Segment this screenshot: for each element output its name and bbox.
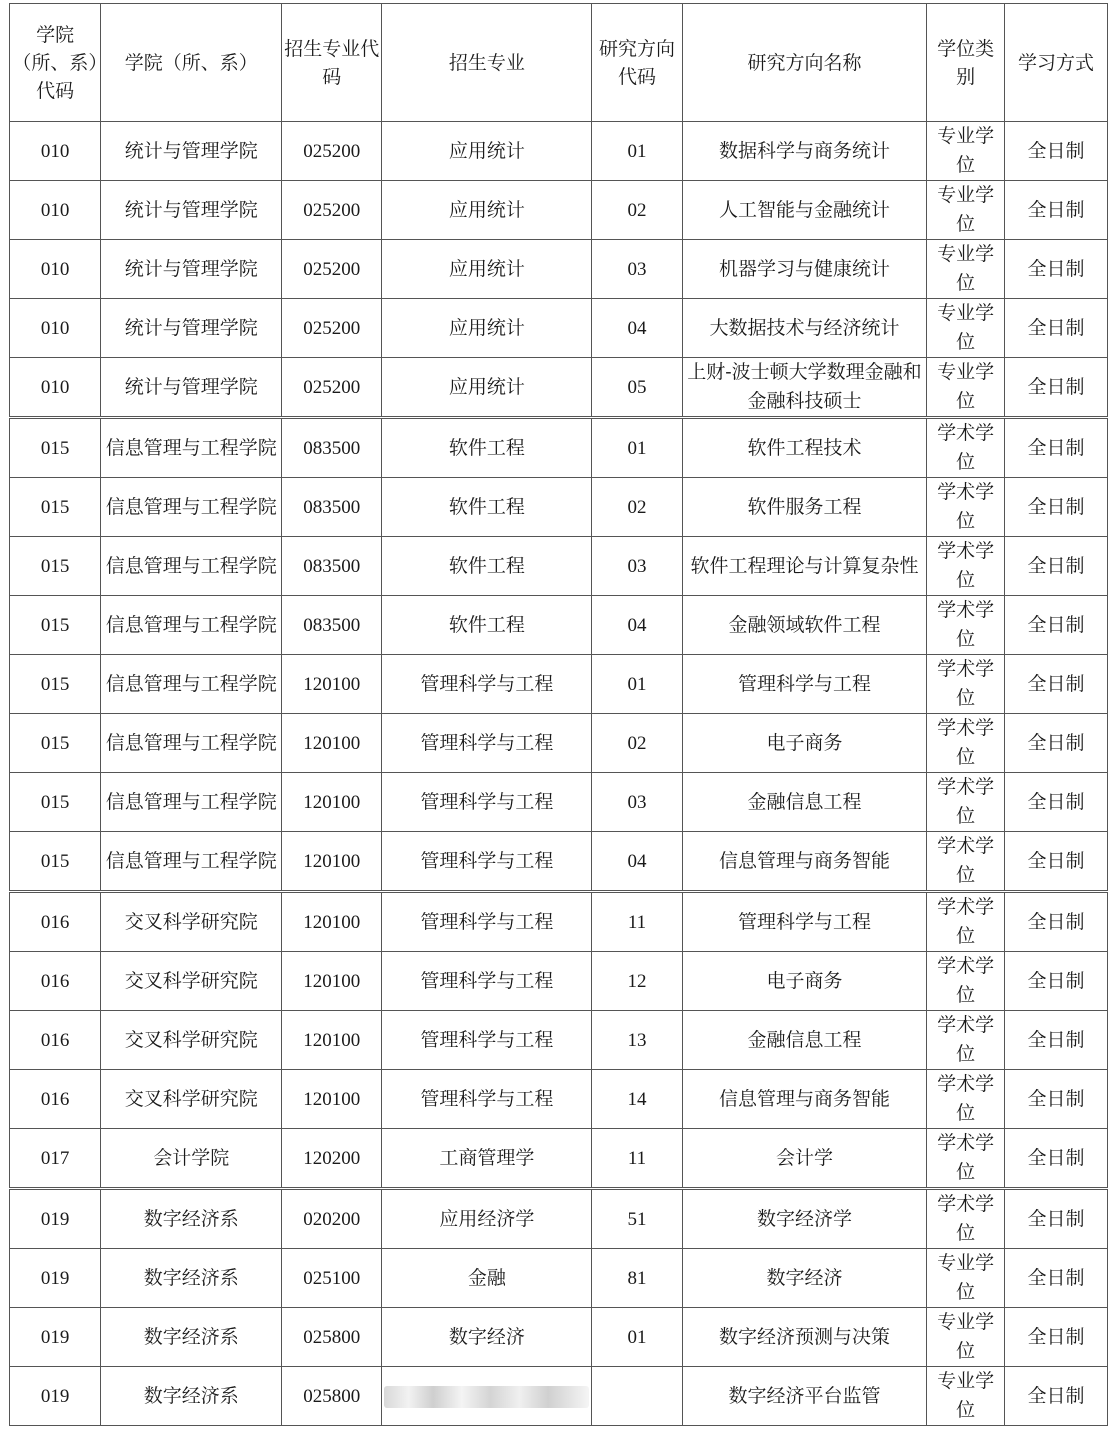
header-study-mode: 学习方式 — [1004, 4, 1107, 122]
dept-name-cell: 信息管理与工程学院 — [101, 773, 282, 832]
dept-code-cell: 019 — [10, 1249, 101, 1308]
dept-code-cell: 010 — [10, 240, 101, 299]
major-code-cell: 083500 — [282, 418, 382, 478]
direction-code-cell: 03 — [592, 537, 682, 596]
direction-name-cell: 大数据技术与经济统计 — [682, 299, 927, 358]
header-degree-type: 学位类别 — [927, 4, 1005, 122]
header-dept: 学院（所、系） — [101, 4, 282, 122]
table-row — [10, 240, 1108, 299]
header-major: 招生专业 — [382, 4, 592, 122]
dept-code-cell: 010 — [10, 122, 101, 181]
direction-name-cell: 软件工程技术 — [682, 418, 927, 478]
direction-name-cell: 数字经济学 — [682, 1189, 927, 1249]
direction-code-cell: 03 — [592, 773, 682, 832]
direction-name-cell: 数据科学与商务统计 — [682, 122, 927, 181]
degree-type-cell: 学术学位 — [927, 832, 1005, 892]
study-mode-cell: 全日制 — [1004, 1011, 1107, 1070]
study-mode-cell: 全日制 — [1004, 1249, 1107, 1308]
direction-code-cell: 14 — [592, 1070, 682, 1129]
major-name-cell: 应用统计 — [382, 240, 592, 299]
table-row — [10, 655, 1108, 714]
major-name-cell: 金融 — [382, 1249, 592, 1308]
table-row — [10, 478, 1108, 537]
study-mode-cell: 全日制 — [1004, 714, 1107, 773]
table-row — [10, 714, 1108, 773]
dept-code-cell: 017 — [10, 1129, 101, 1189]
dept-name-cell: 会计学院 — [101, 1129, 282, 1189]
major-name-cell: 软件工程 — [382, 596, 592, 655]
direction-code-cell: 04 — [592, 596, 682, 655]
major-code-cell: 120200 — [282, 1129, 382, 1189]
table-row — [10, 1189, 1108, 1249]
table-row — [10, 299, 1108, 358]
direction-code-cell: 02 — [592, 181, 682, 240]
table-row — [10, 952, 1108, 1011]
study-mode-cell: 全日制 — [1004, 537, 1107, 596]
major-name-cell: 工商管理学 — [382, 1129, 592, 1189]
direction-code-cell: 04 — [592, 299, 682, 358]
degree-type-cell: 学术学位 — [927, 478, 1005, 537]
dept-name-cell: 交叉科学研究院 — [101, 1011, 282, 1070]
major-code-cell: 025200 — [282, 240, 382, 299]
study-mode-cell: 全日制 — [1004, 358, 1107, 418]
study-mode-cell: 全日制 — [1004, 478, 1107, 537]
table-row — [10, 1249, 1108, 1308]
direction-code-cell: 05 — [592, 358, 682, 418]
dept-code-cell: 015 — [10, 773, 101, 832]
major-name-cell: 应用统计 — [382, 122, 592, 181]
study-mode-cell: 全日制 — [1004, 655, 1107, 714]
direction-name-cell: 会计学 — [682, 1129, 927, 1189]
study-mode-cell: 全日制 — [1004, 952, 1107, 1011]
degree-type-cell: 学术学位 — [927, 1070, 1005, 1129]
direction-name-cell: 信息管理与商务智能 — [682, 1070, 927, 1129]
dept-name-cell: 数字经济系 — [101, 1249, 282, 1308]
direction-code-cell: 11 — [592, 892, 682, 952]
major-name-cell: 应用经济学 — [382, 1189, 592, 1249]
study-mode-cell: 全日制 — [1004, 122, 1107, 181]
major-name-cell: 软件工程 — [382, 537, 592, 596]
direction-code-cell: 03 — [592, 240, 682, 299]
major-name-cell: 管理科学与工程 — [382, 892, 592, 952]
direction-code-cell: 04 — [592, 832, 682, 892]
direction-name-cell: 数字经济预测与决策 — [682, 1308, 927, 1367]
dept-code-cell: 010 — [10, 181, 101, 240]
dept-code-cell: 019 — [10, 1367, 101, 1426]
direction-name-cell: 上财-波士顿大学数理金融和金融科技硕士 — [682, 358, 927, 418]
study-mode-cell: 全日制 — [1004, 299, 1107, 358]
dept-code-cell: 015 — [10, 655, 101, 714]
dept-code-cell: 016 — [10, 952, 101, 1011]
major-name-cell: 应用统计 — [382, 299, 592, 358]
dept-name-cell: 信息管理与工程学院 — [101, 478, 282, 537]
direction-name-cell: 金融信息工程 — [682, 773, 927, 832]
direction-code-cell: 01 — [592, 418, 682, 478]
direction-name-cell: 机器学习与健康统计 — [682, 240, 927, 299]
dept-name-cell: 信息管理与工程学院 — [101, 714, 282, 773]
study-mode-cell: 全日制 — [1004, 181, 1107, 240]
study-mode-cell: 全日制 — [1004, 240, 1107, 299]
table-row — [10, 773, 1108, 832]
degree-type-cell: 学术学位 — [927, 596, 1005, 655]
direction-code-cell: 81 — [592, 1249, 682, 1308]
dept-name-cell: 数字经济系 — [101, 1367, 282, 1426]
degree-type-cell: 专业学位 — [927, 1367, 1005, 1426]
major-name-cell: 管理科学与工程 — [382, 773, 592, 832]
degree-type-cell: 专业学位 — [927, 240, 1005, 299]
degree-type-cell: 学术学位 — [927, 773, 1005, 832]
direction-code-cell: 11 — [592, 1129, 682, 1189]
table-header-row — [10, 4, 1108, 122]
dept-name-cell: 信息管理与工程学院 — [101, 655, 282, 714]
table-row — [10, 418, 1108, 478]
major-name-cell: 管理科学与工程 — [382, 1011, 592, 1070]
major-name-cell: 管理科学与工程 — [382, 952, 592, 1011]
major-code-cell: 025100 — [282, 1249, 382, 1308]
degree-type-cell: 专业学位 — [927, 1308, 1005, 1367]
degree-type-cell: 专业学位 — [927, 299, 1005, 358]
study-mode-cell: 全日制 — [1004, 1129, 1107, 1189]
major-code-cell: 083500 — [282, 537, 382, 596]
table-row — [10, 122, 1108, 181]
degree-type-cell: 专业学位 — [927, 122, 1005, 181]
table-body — [10, 122, 1108, 1426]
major-name-cell: 管理科学与工程 — [382, 1070, 592, 1129]
table-row — [10, 832, 1108, 892]
study-mode-cell: 全日制 — [1004, 418, 1107, 478]
dept-code-cell: 010 — [10, 358, 101, 418]
direction-name-cell: 信息管理与商务智能 — [682, 832, 927, 892]
direction-name-cell: 电子商务 — [682, 714, 927, 773]
table-row — [10, 1070, 1108, 1129]
dept-name-cell: 统计与管理学院 — [101, 122, 282, 181]
major-code-cell: 083500 — [282, 478, 382, 537]
direction-code-cell: 01 — [592, 1308, 682, 1367]
direction-code-cell: 02 — [592, 478, 682, 537]
study-mode-cell: 全日制 — [1004, 1367, 1107, 1426]
dept-code-cell: 015 — [10, 418, 101, 478]
major-name-cell: 管理科学与工程 — [382, 655, 592, 714]
study-mode-cell: 全日制 — [1004, 1308, 1107, 1367]
degree-type-cell: 专业学位 — [927, 181, 1005, 240]
dept-code-cell: 016 — [10, 892, 101, 952]
dept-code-cell: 019 — [10, 1189, 101, 1249]
degree-type-cell: 学术学位 — [927, 655, 1005, 714]
direction-name-cell: 电子商务 — [682, 952, 927, 1011]
table-row — [10, 1129, 1108, 1189]
obscured-region — [384, 1386, 589, 1408]
direction-code-cell: 51 — [592, 1189, 682, 1249]
major-code-cell: 025800 — [282, 1367, 382, 1426]
direction-code-cell: 01 — [592, 122, 682, 181]
direction-name-cell: 数字经济 — [682, 1249, 927, 1308]
major-name-cell: 数字经济 — [382, 1308, 592, 1367]
study-mode-cell: 全日制 — [1004, 832, 1107, 892]
major-name-cell: 应用统计 — [382, 358, 592, 418]
major-code-cell: 025200 — [282, 358, 382, 418]
table-row — [10, 892, 1108, 952]
direction-code-cell: 02 — [592, 714, 682, 773]
direction-name-cell: 人工智能与金融统计 — [682, 181, 927, 240]
study-mode-cell: 全日制 — [1004, 773, 1107, 832]
table-row — [10, 1308, 1108, 1367]
degree-type-cell: 学术学位 — [927, 418, 1005, 478]
table-row — [10, 1367, 1108, 1426]
dept-code-cell: 016 — [10, 1011, 101, 1070]
dept-name-cell: 统计与管理学院 — [101, 181, 282, 240]
table-row — [10, 537, 1108, 596]
direction-name-cell: 金融信息工程 — [682, 1011, 927, 1070]
major-name-cell: 管理科学与工程 — [382, 832, 592, 892]
dept-name-cell: 统计与管理学院 — [101, 299, 282, 358]
major-code-cell: 025200 — [282, 122, 382, 181]
major-name-cell: 软件工程 — [382, 478, 592, 537]
study-mode-cell: 全日制 — [1004, 1070, 1107, 1129]
direction-name-cell: 管理科学与工程 — [682, 655, 927, 714]
degree-type-cell: 学术学位 — [927, 714, 1005, 773]
dept-code-cell: 015 — [10, 832, 101, 892]
degree-type-cell: 学术学位 — [927, 892, 1005, 952]
dept-name-cell: 信息管理与工程学院 — [101, 832, 282, 892]
dept-code-cell: 015 — [10, 714, 101, 773]
table-row — [10, 1011, 1108, 1070]
table-row — [10, 358, 1108, 418]
study-mode-cell: 全日制 — [1004, 1189, 1107, 1249]
dept-name-cell: 信息管理与工程学院 — [101, 418, 282, 478]
major-code-cell: 025800 — [282, 1308, 382, 1367]
dept-name-cell: 信息管理与工程学院 — [101, 596, 282, 655]
direction-name-cell: 软件服务工程 — [682, 478, 927, 537]
table-row — [10, 181, 1108, 240]
dept-name-cell: 统计与管理学院 — [101, 358, 282, 418]
dept-code-cell: 015 — [10, 537, 101, 596]
direction-code-cell: 12 — [592, 952, 682, 1011]
degree-type-cell: 学术学位 — [927, 952, 1005, 1011]
degree-type-cell: 学术学位 — [927, 1129, 1005, 1189]
major-name-cell — [382, 1367, 592, 1426]
major-code-cell: 020200 — [282, 1189, 382, 1249]
dept-code-cell: 010 — [10, 299, 101, 358]
dept-name-cell: 统计与管理学院 — [101, 240, 282, 299]
dept-code-cell: 015 — [10, 478, 101, 537]
dept-name-cell: 交叉科学研究院 — [101, 892, 282, 952]
study-mode-cell: 全日制 — [1004, 596, 1107, 655]
header-major-code: 招生专业代码 — [282, 4, 382, 122]
header-direction-code: 研究方向代码 — [592, 4, 682, 122]
major-code-cell: 120100 — [282, 655, 382, 714]
dept-name-cell: 交叉科学研究院 — [101, 1070, 282, 1129]
direction-code-cell — [592, 1367, 682, 1426]
major-code-cell: 025200 — [282, 299, 382, 358]
direction-code-cell: 01 — [592, 655, 682, 714]
table-row — [10, 596, 1108, 655]
header-dept-code: 学院（所、系）代码 — [10, 4, 101, 122]
degree-type-cell: 学术学位 — [927, 1189, 1005, 1249]
major-code-cell: 120100 — [282, 1011, 382, 1070]
header-direction-name: 研究方向名称 — [682, 4, 927, 122]
degree-type-cell: 专业学位 — [927, 358, 1005, 418]
dept-name-cell: 信息管理与工程学院 — [101, 537, 282, 596]
dept-code-cell: 019 — [10, 1308, 101, 1367]
major-code-cell: 120100 — [282, 832, 382, 892]
dept-name-cell: 数字经济系 — [101, 1308, 282, 1367]
dept-code-cell: 016 — [10, 1070, 101, 1129]
dept-code-cell: 015 — [10, 596, 101, 655]
direction-name-cell: 软件工程理论与计算复杂性 — [682, 537, 927, 596]
degree-type-cell: 学术学位 — [927, 537, 1005, 596]
major-code-cell: 120100 — [282, 714, 382, 773]
dept-name-cell: 交叉科学研究院 — [101, 952, 282, 1011]
major-name-cell: 软件工程 — [382, 418, 592, 478]
major-code-cell: 120100 — [282, 892, 382, 952]
major-name-cell: 管理科学与工程 — [382, 714, 592, 773]
degree-type-cell: 专业学位 — [927, 1249, 1005, 1308]
degree-type-cell: 学术学位 — [927, 1011, 1005, 1070]
major-name-cell: 应用统计 — [382, 181, 592, 240]
direction-name-cell: 金融领域软件工程 — [682, 596, 927, 655]
major-code-cell: 083500 — [282, 596, 382, 655]
direction-name-cell: 管理科学与工程 — [682, 892, 927, 952]
study-mode-cell: 全日制 — [1004, 892, 1107, 952]
major-code-cell: 120100 — [282, 773, 382, 832]
major-code-cell: 120100 — [282, 1070, 382, 1129]
major-code-cell: 025200 — [282, 181, 382, 240]
major-code-cell: 120100 — [282, 952, 382, 1011]
direction-name-cell: 数字经济平台监管 — [682, 1367, 927, 1426]
dept-name-cell: 数字经济系 — [101, 1189, 282, 1249]
direction-code-cell: 13 — [592, 1011, 682, 1070]
enrollment-table — [9, 3, 1108, 1426]
